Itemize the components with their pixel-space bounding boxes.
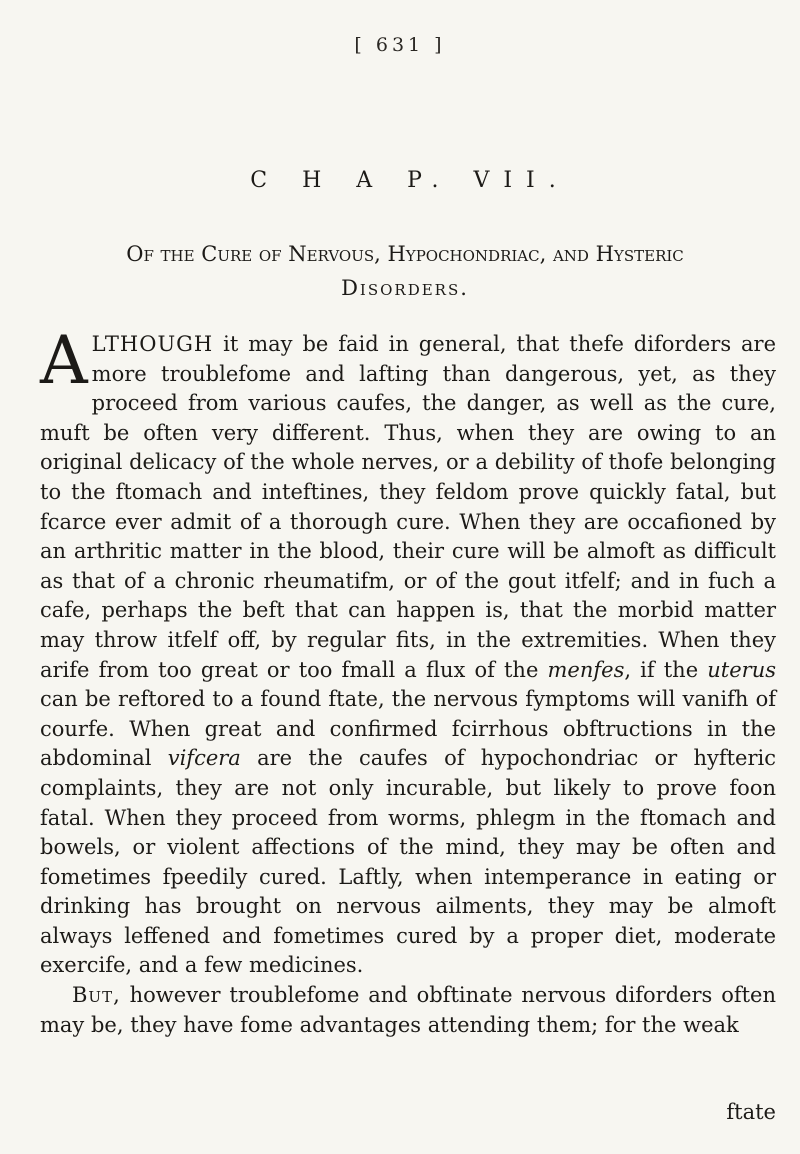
italic-menses: menfes [547, 657, 625, 682]
body-text [40, 322, 776, 1040]
paragraph-1-text-2: , if the [624, 657, 708, 682]
paragraph-2 [40, 981, 776, 1040]
chapter-title-line-1: Of the Cure of Nervous, Hypochondriac, and Hysteric [126, 242, 684, 266]
chapter-title-line-2: Disorders. [341, 276, 469, 300]
paragraph-1-text-3: can be reftored to a found ftate, the nervous fymptoms will vanifh of courfe. When great and confirmed fcirrhous obftructions in the abdominal [40, 687, 776, 771]
chapter-heading: C H A P. VII. [250, 168, 570, 193]
paragraph-1-text-4: are the caufes of hypochondriac or hyfteric complaints, they are not only incurable, but likely to prove foon fatal. When they proceed from worms, phlegm in the ftomach and bowels, or violent affections of the mind, they may be often and fometimes fpeedily cured. Laftly, when intemperance in eating or drinking has brought on nervous ailments, they may be almoft always leffened and fometimes cured by a proper diet, moderate exercife, and a few medicines. [40, 746, 776, 978]
italic-viscera: vifcera [167, 746, 241, 771]
page-number: [ 631 ] [354, 34, 446, 56]
chapter-title [40, 237, 770, 305]
drop-cap: A [40, 322, 88, 399]
paragraph-1 [40, 322, 776, 981]
first-word: LTHOUGH [91, 332, 214, 356]
paragraph-2-lead: But, [72, 983, 121, 1008]
catchword: ftate [726, 1100, 776, 1124]
paragraph-2-text: however troublefome and obftinate nervous diforders often may be, they have fome advantages attending them; for the weak [40, 983, 776, 1037]
paragraph-1-text: it may be faid in general, that thefe diforders are more troublefome and lafting than dangerous, yet, as they proceed from various caufes, the danger, as well as the cure, muft be often very different. Thus, when they are owing to an original delicacy of the whole nerves, or a debility of thofe belonging to the ftomach and inteftines, they feldom prove quickly fatal, but fcarce ever admit of a thorough cure. When they are occafioned by an arthritic matter in the blood, their cure will be almoft as difficult as that of a chronic rheumatifm, or of the gout itfelf; and in fuch a cafe, perhaps the beft that can happen is, that the morbid matter may throw itfelf off, by regular fits, in the extremities. When they arife from too great or too fmall a flux of the [40, 332, 776, 682]
italic-uterus: uterus [707, 657, 776, 682]
